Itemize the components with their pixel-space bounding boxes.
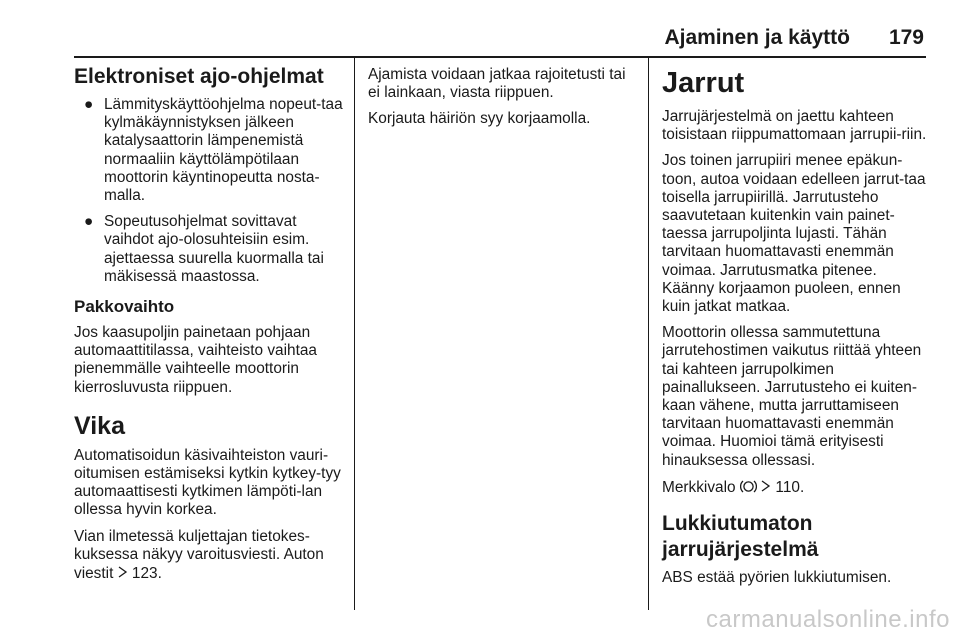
- watermark: carmanualsonline.info: [706, 606, 950, 633]
- section-heading-fault: Vika: [74, 411, 125, 440]
- column-3: [662, 60, 928, 595]
- section-heading-brakes: Jarrut: [662, 67, 745, 99]
- header-title: Ajaminen ja käyttö: [664, 26, 850, 49]
- section-heading-abs: [662, 511, 928, 563]
- brake-warning-light-icon: [740, 479, 757, 494]
- list-item-text: Sopeutusohjelmat sovittavat vaihdot ajo-olosuhteisiin esim. ajettaessa suurella kuormalla tai mäkisessä maastossa.: [104, 213, 324, 285]
- page-reference[interactable]: 110.: [775, 478, 805, 496]
- column-divider-1: [354, 58, 355, 610]
- bullet-list: [74, 96, 346, 286]
- header-rule: [74, 56, 926, 58]
- brakes-paragraph-3: Moottorin ollessa sammutettuna jarrutehostimen vaikutus riittää yhteen tai kahteen jarrupolkimen painallukseen. Jarrutusteho ei kuiten-kaan vähene, mutta jarruttamiseen tarvitaan huomattavasti enemmän voimaa. Huomioi tämä erityisesti hinauksessa ollessasi.: [662, 324, 922, 469]
- abs-paragraph: ABS estää pyörien lukkiutumisen.: [662, 569, 892, 587]
- list-item-text: Lämmityskäyttöohjelma nopeut-taa kylmäkäynnistyksen jälkeen katalysaattorin lämpenemistä normaaliin käyttölämpötilaan moottorin käyntinopeutta nosta-malla.: [104, 96, 343, 205]
- abs-heading-line-2: jarrujärjestelmä: [662, 538, 819, 562]
- bullet-icon: ●: [84, 213, 94, 231]
- column-2: [368, 66, 638, 137]
- fault-paragraph-2: [74, 528, 346, 584]
- warning-light-paragraph: [662, 478, 928, 497]
- kickdown-paragraph: Jos kaasupoljin painetaan pohjaan automaattitilassa, vaihteisto vaihtaa pienemmälle vaihteelle moottorin kierrosluvusta riippuen.: [74, 324, 317, 396]
- abs-heading-line-1: Lukkiutumaton: [662, 512, 813, 536]
- fault-paragraph-1: Automatisoidun käsivaihteiston vauri-oitumisen estämiseksi kytkin kytkey-tyy automaattisesti kytkimen lämpöti-lan ollessa hyvin korkea.: [74, 446, 341, 519]
- page-reference-icon: [761, 478, 771, 496]
- page-reference-icon: [118, 564, 128, 582]
- fault-paragraph-2-text: Vian ilmetessä kuljettajan tietokes-kuksessa näkyy varoitusviesti. Auton viestit: [74, 527, 324, 583]
- list-item: [74, 96, 346, 205]
- brakes-paragraph-1: Jarrujärjestelmä on jaettu kahteen toisistaan riippumattomaan jarrupii-riin.: [662, 108, 927, 144]
- list-item: [74, 213, 346, 286]
- column-1: [74, 60, 346, 591]
- brakes-paragraph-2: Jos toinen jarrupiiri menee epäkun-toon, autoa voidaan edelleen jarrut-taa toisella jarrupiirillä. Jarrutusteho saavutetaan kuitenkin vain painet-taessa jarrupoljinta lujasti. Tähän tarvitaan huomattavasti enemmän voimaa. Jarrutusmatka pitenee. Käänny korjaamon puoleen, ennen kuin jatkat matkaa.: [662, 152, 926, 316]
- section-heading-kickdown: Pakkovaihto: [74, 297, 175, 317]
- page-number: 179: [888, 26, 924, 49]
- page-reference[interactable]: 123.: [131, 565, 162, 583]
- column-divider-2: [648, 58, 649, 610]
- warning-light-label: Merkkivalo: [662, 478, 736, 496]
- page-header: [74, 26, 924, 56]
- repair-paragraph: Korjauta häiriön syy korjaamolla.: [368, 110, 591, 128]
- bullet-icon: ●: [84, 96, 94, 113]
- fault-continuation-paragraph: Ajamista voidaan jatkaa rajoitetusti tai ei lainkaan, viasta riippuen.: [368, 66, 626, 102]
- section-heading-driving-programs: Elektroniset ajo-ohjelmat: [74, 65, 324, 88]
